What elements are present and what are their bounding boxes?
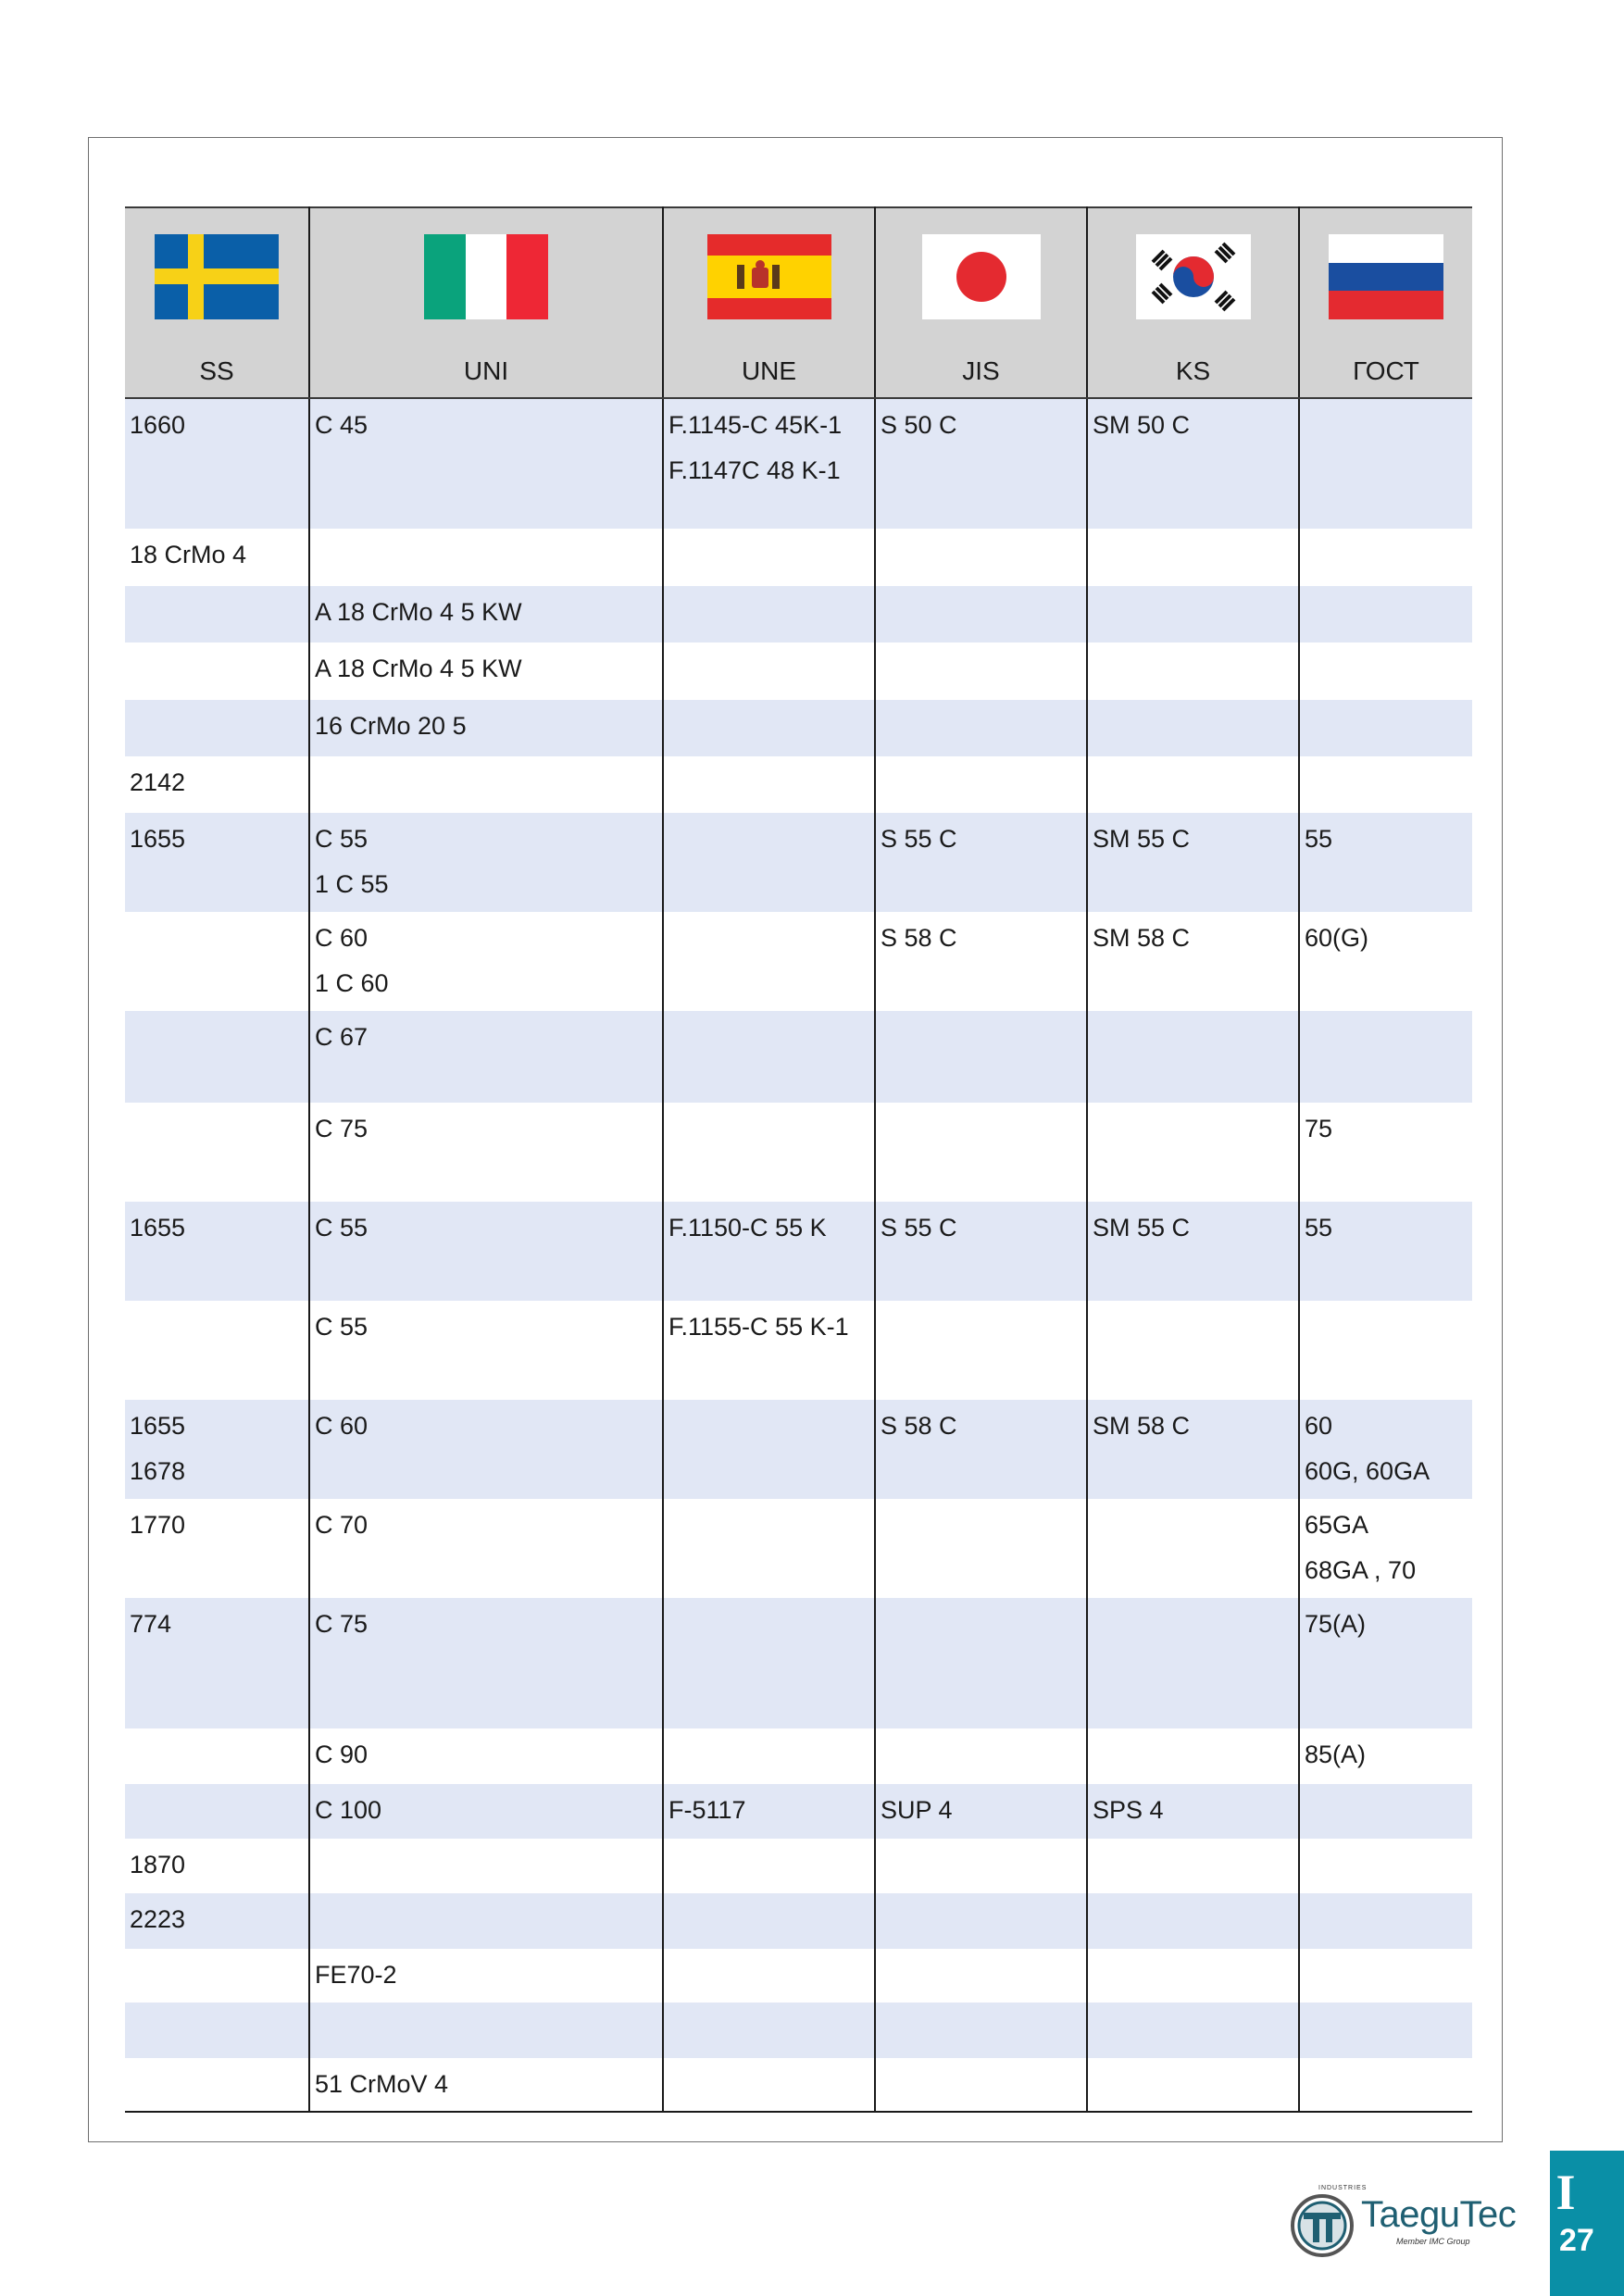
cell-gost: [1299, 813, 1472, 912]
grade-designation: 60(G): [1305, 924, 1369, 952]
cell-jis: [875, 1784, 1087, 1839]
cell-une: [663, 756, 875, 813]
cell-jis: [875, 1202, 1087, 1301]
grade-designation: S 58 C: [881, 924, 957, 952]
flag-cell-ss: [125, 207, 309, 344]
header-ks: KS: [1087, 344, 1299, 398]
cell-jis: [875, 1301, 1087, 1400]
cell-ss: [125, 643, 309, 700]
grade-designation: SM 55 C: [1093, 1214, 1191, 1242]
header-jis: JIS: [875, 344, 1087, 398]
grade-designation: SM 58 C: [1093, 924, 1191, 952]
cell-uni: [309, 756, 663, 813]
cell-gost: [1299, 2058, 1472, 2112]
header-gost: ГОСТ: [1299, 344, 1472, 398]
cell-une: [663, 1400, 875, 1499]
grade-designation: F.1150-C 55 K: [668, 1214, 827, 1242]
grade-designation: 1 C 60: [315, 969, 389, 997]
cell-une: [663, 912, 875, 1011]
cell-gost: [1299, 2003, 1472, 2058]
cell-jis: [875, 1839, 1087, 1893]
cell-uni: [309, 1893, 663, 1949]
cell-ss: [125, 756, 309, 813]
cell-ss: [125, 1728, 309, 1784]
japan-flag-icon: [922, 234, 1041, 319]
cell-jis: [875, 2003, 1087, 2058]
cell-ss: [125, 1784, 309, 1839]
cell-ks: [1087, 1598, 1299, 1728]
cell-ks: [1087, 529, 1299, 586]
cell-une: [663, 1598, 875, 1728]
cell-jis: [875, 643, 1087, 700]
cell-uni: [309, 586, 663, 643]
grade-designation: A 18 CrMo 4 5 KW: [315, 598, 522, 626]
grade-designation: 1870: [130, 1851, 186, 1878]
cell-jis: [875, 586, 1087, 643]
page-tab: [1550, 2151, 1624, 2296]
cell-uni: [309, 1949, 663, 2003]
grade-designation: 1770: [130, 1511, 186, 1539]
cell-ks: [1087, 1893, 1299, 1949]
grade-designation: SM 55 C: [1093, 825, 1191, 853]
cell-ks: [1087, 1400, 1299, 1499]
cell-jis: [875, 756, 1087, 813]
cell-uni: [309, 1839, 663, 1893]
flag-cell-gost: [1299, 207, 1472, 344]
cell-uni: [309, 2003, 663, 2058]
cell-gost: [1299, 1011, 1472, 1103]
cell-jis: [875, 398, 1087, 529]
cell-jis: [875, 912, 1087, 1011]
brand-logo: [1285, 2187, 1526, 2261]
flag-cell-une: [663, 207, 875, 344]
cell-uni: [309, 813, 663, 912]
cell-ks: [1087, 1301, 1299, 1400]
table-row: [125, 1011, 1472, 1103]
table-row: [125, 1598, 1472, 1728]
spain-flag-icon: [707, 234, 831, 319]
cell-gost: [1299, 1103, 1472, 1202]
table-row: [125, 643, 1472, 700]
flag-cell-uni: [309, 207, 663, 344]
table-row: [125, 1893, 1472, 1949]
cell-jis: [875, 1728, 1087, 1784]
grade-designation: 1655: [130, 1214, 186, 1242]
cell-uni: [309, 398, 663, 529]
header-uni: UNI: [309, 344, 663, 398]
cell-gost: [1299, 1301, 1472, 1400]
grade-designation: 55: [1305, 1214, 1333, 1242]
cell-jis: [875, 529, 1087, 586]
cell-uni: [309, 912, 663, 1011]
grade-designation: 1655: [130, 825, 186, 853]
table-row: [125, 2058, 1472, 2112]
grade-designation: 75: [1305, 1115, 1333, 1142]
grade-designation: F.1155-C 55 K-1: [668, 1313, 849, 1341]
table-row: [125, 398, 1472, 529]
table-row: [125, 700, 1472, 756]
cell-uni: [309, 1598, 663, 1728]
grade-designation: 68GA , 70: [1305, 1556, 1417, 1584]
table-row: [125, 529, 1472, 586]
cell-une: [663, 2003, 875, 2058]
grade-designation: S 50 C: [881, 411, 957, 439]
table-row: [125, 1103, 1472, 1202]
cell-gost: [1299, 586, 1472, 643]
cell-ks: [1087, 586, 1299, 643]
cell-ss: [125, 398, 309, 529]
cell-gost: [1299, 1499, 1472, 1598]
cell-gost: [1299, 1893, 1472, 1949]
grade-designation: 85(A): [1305, 1741, 1367, 1768]
cell-une: [663, 1784, 875, 1839]
grade-designation: 55: [1305, 825, 1333, 853]
cell-gost: [1299, 529, 1472, 586]
cell-uni: [309, 1301, 663, 1400]
grade-designation: 1678: [130, 1457, 186, 1485]
cell-gost: [1299, 1839, 1472, 1893]
grade-designation: C 55: [315, 1313, 369, 1341]
cell-ks: [1087, 1103, 1299, 1202]
cell-uni: [309, 529, 663, 586]
cell-jis: [875, 1893, 1087, 1949]
cell-uni: [309, 1400, 663, 1499]
grade-designation: C 100: [315, 1796, 382, 1824]
cell-une: [663, 1728, 875, 1784]
grade-designation: 18 CrMo 4: [130, 541, 247, 568]
cell-une: [663, 1949, 875, 2003]
grade-designation: F.1145-C 45K-1: [668, 411, 843, 439]
grade-designation: SM 58 C: [1093, 1412, 1191, 1440]
table-row: [125, 1784, 1472, 1839]
cell-une: [663, 1839, 875, 1893]
cell-ks: [1087, 756, 1299, 813]
cell-une: [663, 398, 875, 529]
cell-ss: [125, 1202, 309, 1301]
cell-ss: [125, 1011, 309, 1103]
cell-jis: [875, 1103, 1087, 1202]
cell-ks: [1087, 1011, 1299, 1103]
cell-une: [663, 1011, 875, 1103]
table-row: [125, 1499, 1472, 1598]
grade-designation: C 45: [315, 411, 369, 439]
table-row: [125, 813, 1472, 912]
cell-ss: [125, 1949, 309, 2003]
cell-gost: [1299, 1728, 1472, 1784]
cell-ks: [1087, 813, 1299, 912]
cell-jis: [875, 1400, 1087, 1499]
cell-une: [663, 1202, 875, 1301]
cell-ss: [125, 1103, 309, 1202]
cell-ks: [1087, 2058, 1299, 2112]
cell-jis: [875, 700, 1087, 756]
grade-designation: 1 C 55: [315, 870, 389, 898]
italy-flag-icon: [424, 234, 548, 319]
russia-flag-icon: [1329, 234, 1443, 319]
grade-designation: C 55: [315, 1214, 369, 1242]
grade-designation: C 55: [315, 825, 369, 853]
cell-une: [663, 1103, 875, 1202]
section-number: I: [1555, 2165, 1576, 2220]
grade-designation: 1660: [130, 411, 186, 439]
cell-ss: [125, 813, 309, 912]
grade-designation: SPS 4: [1093, 1796, 1164, 1824]
cell-ks: [1087, 700, 1299, 756]
flag-cell-jis: [875, 207, 1087, 344]
table-row: [125, 1949, 1472, 2003]
table-row: [125, 1400, 1472, 1499]
grade-designation: 2142: [130, 768, 186, 796]
cell-ks: [1087, 1499, 1299, 1598]
grade-designation: F-5117: [668, 1796, 746, 1824]
taegutec-logo-icon: [1289, 2192, 1355, 2259]
cell-gost: [1299, 1400, 1472, 1499]
grade-designation: S 58 C: [881, 1412, 957, 1440]
cell-une: [663, 586, 875, 643]
sweden-flag-icon: [155, 234, 279, 319]
page-number: 27: [1559, 2223, 1594, 2258]
grade-designation: 75(A): [1305, 1610, 1367, 1638]
table-row: [125, 1728, 1472, 1784]
flag-row: [125, 207, 1472, 344]
cell-uni: [309, 1784, 663, 1839]
grade-designation: SUP 4: [881, 1796, 953, 1824]
grade-designation: 2223: [130, 1905, 186, 1933]
cell-ks: [1087, 398, 1299, 529]
cell-gost: [1299, 1598, 1472, 1728]
table-row: [125, 1202, 1472, 1301]
cell-uni: [309, 1202, 663, 1301]
steel-equivalence-table: [125, 206, 1472, 2113]
cell-gost: [1299, 756, 1472, 813]
grade-designation: F.1147C 48 K-1: [668, 456, 841, 484]
korea-flag-icon: [1136, 234, 1251, 319]
cell-gost: [1299, 700, 1472, 756]
cell-une: [663, 643, 875, 700]
cell-une: [663, 1301, 875, 1400]
cell-une: [663, 529, 875, 586]
table-row: [125, 756, 1472, 813]
cell-jis: [875, 813, 1087, 912]
cell-ss: [125, 586, 309, 643]
grade-designation: 60G, 60GA: [1305, 1457, 1430, 1485]
cell-gost: [1299, 912, 1472, 1011]
table-row: [125, 586, 1472, 643]
cell-ss: [125, 912, 309, 1011]
cell-uni: [309, 1011, 663, 1103]
cell-gost: [1299, 1202, 1472, 1301]
cell-une: [663, 2058, 875, 2112]
cell-ks: [1087, 912, 1299, 1011]
cell-uni: [309, 2058, 663, 2112]
brand-name: TaeguTec: [1361, 2194, 1517, 2235]
grade-designation: A 18 CrMo 4 5 KW: [315, 655, 522, 682]
cell-ss: [125, 1301, 309, 1400]
cell-jis: [875, 1011, 1087, 1103]
cell-ss: [125, 1499, 309, 1598]
grade-designation: 65GA: [1305, 1511, 1369, 1539]
cell-une: [663, 1499, 875, 1598]
cell-gost: [1299, 398, 1472, 529]
table-row: [125, 1839, 1472, 1893]
cell-ss: [125, 1839, 309, 1893]
cell-jis: [875, 2058, 1087, 2112]
table-body: [125, 398, 1472, 2112]
cell-ss: [125, 1893, 309, 1949]
brand-top-text: INDUSTRIES: [1318, 2185, 1368, 2191]
grade-designation: 16 CrMo 20 5: [315, 712, 467, 740]
cell-gost: [1299, 1784, 1472, 1839]
header-une: UNE: [663, 344, 875, 398]
grade-designation: SM 50 C: [1093, 411, 1191, 439]
standard-code-row: [125, 344, 1472, 398]
cell-uni: [309, 1499, 663, 1598]
grade-designation: S 55 C: [881, 825, 957, 853]
cell-ss: [125, 2003, 309, 2058]
grade-designation: C 75: [315, 1610, 369, 1638]
grade-designation: 51 CrMoV 4: [315, 2070, 449, 2098]
cell-ks: [1087, 1949, 1299, 2003]
cell-jis: [875, 1499, 1087, 1598]
cell-ss: [125, 1598, 309, 1728]
table-row: [125, 1301, 1472, 1400]
grade-designation: C 60: [315, 924, 369, 952]
grade-designation: C 90: [315, 1741, 369, 1768]
grade-designation: FE70-2: [315, 1961, 397, 1989]
grade-designation: S 55 C: [881, 1214, 957, 1242]
brand-subtitle: Member IMC Group: [1396, 2237, 1470, 2246]
cell-uni: [309, 700, 663, 756]
cell-ks: [1087, 1784, 1299, 1839]
cell-ss: [125, 700, 309, 756]
cell-une: [663, 1893, 875, 1949]
cell-uni: [309, 1103, 663, 1202]
grade-designation: 60: [1305, 1412, 1333, 1440]
cell-ss: [125, 2058, 309, 2112]
grade-designation: C 70: [315, 1511, 369, 1539]
cell-gost: [1299, 1949, 1472, 2003]
cell-uni: [309, 643, 663, 700]
cell-une: [663, 813, 875, 912]
cell-ks: [1087, 1728, 1299, 1784]
cell-jis: [875, 1598, 1087, 1728]
cell-ks: [1087, 643, 1299, 700]
cell-uni: [309, 1728, 663, 1784]
cell-ks: [1087, 2003, 1299, 2058]
header-ss: SS: [125, 344, 309, 398]
grade-designation: C 75: [315, 1115, 369, 1142]
grade-designation: C 60: [315, 1412, 369, 1440]
grade-designation: 1655: [130, 1412, 186, 1440]
cell-jis: [875, 1949, 1087, 2003]
flag-cell-ks: [1087, 207, 1299, 344]
table-row: [125, 2003, 1472, 2058]
table-row: [125, 912, 1472, 1011]
cell-ks: [1087, 1839, 1299, 1893]
cell-une: [663, 700, 875, 756]
cell-ss: [125, 529, 309, 586]
grade-designation: C 67: [315, 1023, 369, 1051]
cell-gost: [1299, 643, 1472, 700]
cell-ss: [125, 1400, 309, 1499]
grade-designation: 774: [130, 1610, 172, 1638]
cell-ks: [1087, 1202, 1299, 1301]
